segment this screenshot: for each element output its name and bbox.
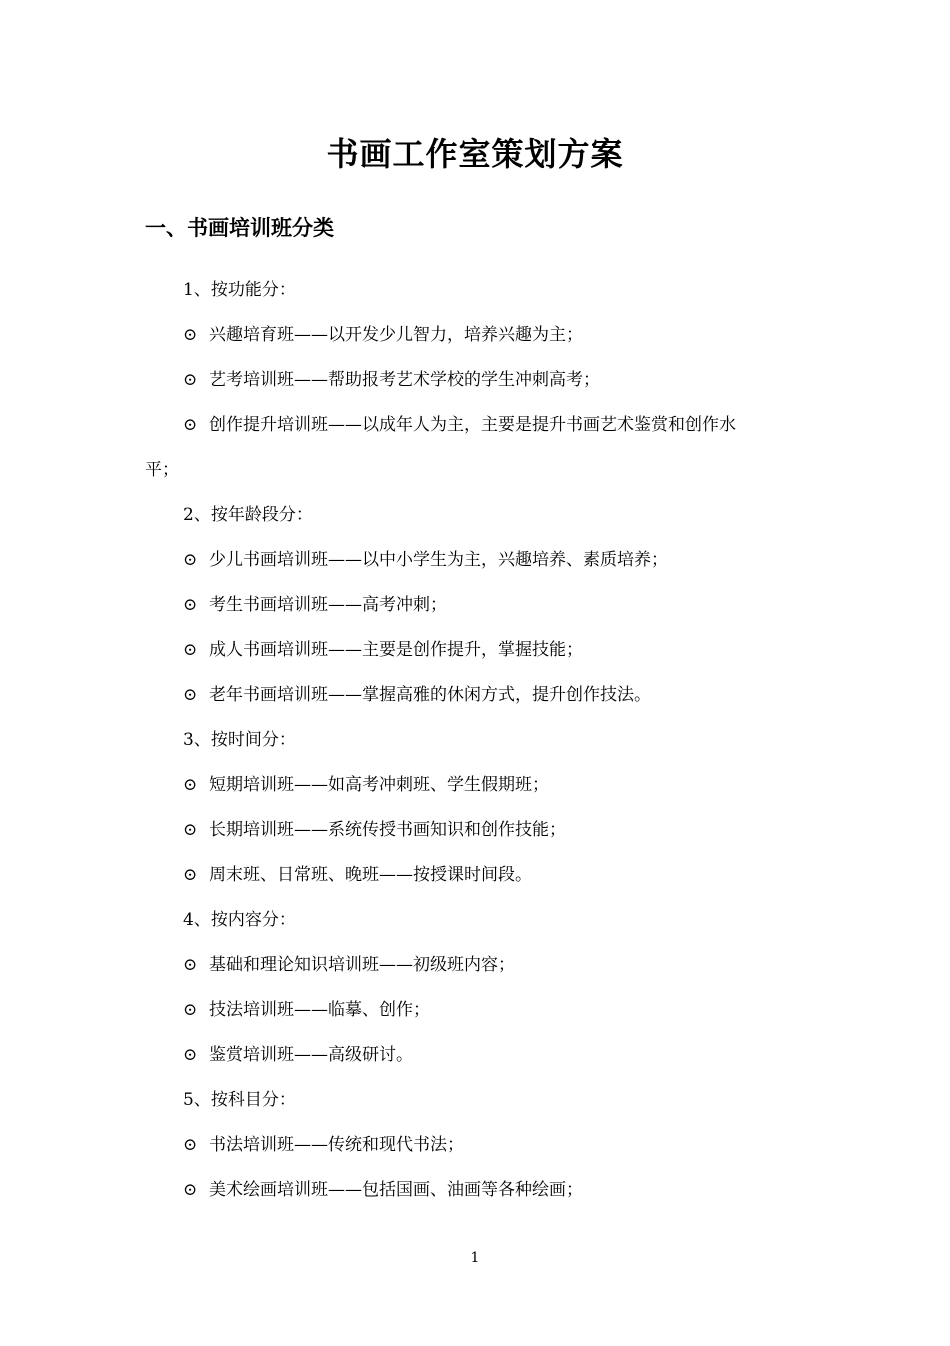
list-item-text: 技法培训班——临摹、创作；	[209, 1000, 430, 1020]
list-item	[145, 812, 815, 857]
circle-bullet-icon: ⊙	[183, 955, 198, 975]
circle-bullet-icon: ⊙	[183, 1180, 198, 1200]
list-item	[145, 407, 815, 452]
circle-bullet-icon: ⊙	[183, 685, 198, 705]
list-item	[145, 857, 815, 902]
category-heading	[145, 497, 815, 542]
list-item	[145, 1037, 815, 1082]
document-title: 书画工作室策划方案	[326, 135, 624, 173]
list-item-text: 平；	[145, 460, 179, 480]
category-heading	[145, 722, 815, 767]
circle-bullet-icon: ⊙	[183, 1000, 198, 1020]
list-item	[145, 677, 815, 722]
circle-bullet-icon: ⊙	[183, 1045, 198, 1065]
category-label: 3、按时间分：	[183, 730, 296, 750]
category-label: 4、按内容分：	[183, 910, 296, 930]
circle-bullet-icon: ⊙	[183, 820, 198, 840]
category-label: 2、按年龄段分：	[183, 505, 313, 525]
category-heading	[145, 272, 815, 317]
list-item-text: 鉴赏培训班——高级研讨。	[209, 1045, 413, 1065]
circle-bullet-icon: ⊙	[183, 415, 198, 435]
list-item-text: 老年书画培训班——掌握高雅的休闲方式，提升创作技法。	[209, 685, 651, 705]
category-label: 5、按科目分：	[183, 1090, 296, 1110]
list-item	[145, 362, 815, 407]
list-item-text: 美术绘画培训班——包括国画、油画等各种绘画；	[209, 1180, 583, 1200]
list-item-text: 考生书画培训班——高考冲刺；	[209, 595, 447, 615]
list-item	[145, 767, 815, 812]
list-item-text: 少儿书画培训班——以中小学生为主，兴趣培养、素质培养；	[209, 550, 668, 570]
category-heading	[145, 1082, 815, 1127]
document-body	[145, 272, 815, 1217]
list-item	[145, 947, 815, 992]
circle-bullet-icon: ⊙	[183, 325, 198, 345]
list-item	[145, 587, 815, 632]
list-item-text: 成人书画培训班——主要是创作提升，掌握技能；	[209, 640, 583, 660]
circle-bullet-icon: ⊙	[183, 775, 198, 795]
list-item-text: 兴趣培育班——以开发少儿智力，培养兴趣为主；	[209, 325, 583, 345]
list-item-text: 长期培训班——系统传授书画知识和创作技能；	[209, 820, 566, 840]
list-item-text: 创作提升培训班——以成年人为主，主要是提升书画艺术鉴赏和创作水	[209, 415, 736, 435]
list-item-text: 艺考培训班——帮助报考艺术学校的学生冲刺高考；	[209, 370, 600, 390]
circle-bullet-icon: ⊙	[183, 640, 198, 660]
list-item-text: 基础和理论知识培训班——初级班内容；	[209, 955, 515, 975]
circle-bullet-icon: ⊙	[183, 370, 198, 390]
list-item	[145, 542, 815, 587]
list-item-text: 书法培训班——传统和现代书法；	[209, 1135, 464, 1155]
section-heading: 一、书画培训班分类	[145, 215, 334, 240]
list-item	[145, 1172, 815, 1217]
circle-bullet-icon: ⊙	[183, 1135, 198, 1155]
circle-bullet-icon: ⊙	[183, 865, 198, 885]
list-item-text: 周末班、日常班、晚班——按授课时间段。	[209, 865, 532, 885]
page-number: 1	[470, 1250, 480, 1266]
list-item	[145, 632, 815, 677]
list-item	[145, 992, 815, 1037]
circle-bullet-icon: ⊙	[183, 550, 198, 570]
category-label: 1、按功能分：	[183, 280, 296, 300]
list-item-text: 短期培训班——如高考冲刺班、学生假期班；	[209, 775, 549, 795]
category-heading	[145, 902, 815, 947]
list-item	[145, 317, 815, 362]
list-item-continuation	[145, 452, 815, 497]
list-item	[145, 1127, 815, 1172]
circle-bullet-icon: ⊙	[183, 595, 198, 615]
